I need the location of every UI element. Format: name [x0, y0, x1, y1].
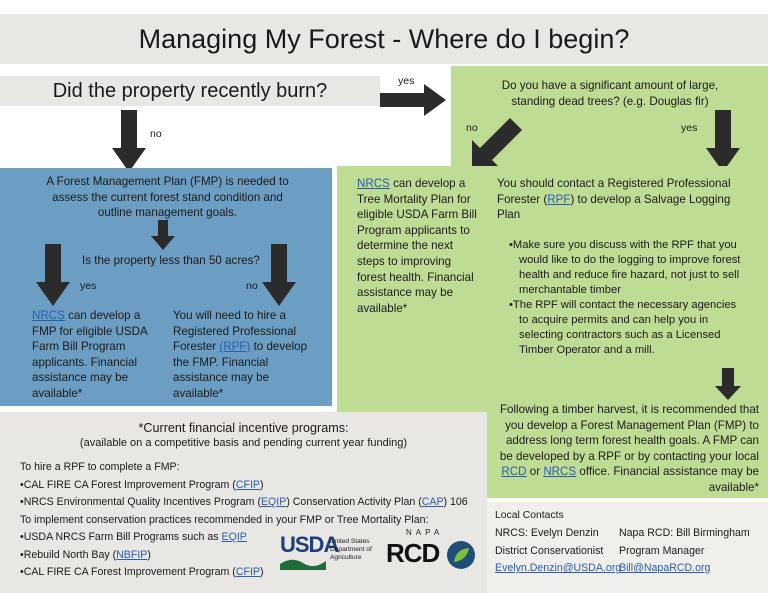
list-item — [20, 477, 480, 495]
arrow-down-icon — [36, 244, 70, 306]
cfip-link[interactable]: CFIP — [235, 478, 260, 491]
rpf-link[interactable]: RPF — [547, 192, 571, 206]
contact-name: NRCS: Evelyn Denzin — [495, 527, 599, 539]
salvage-contact-text — [497, 176, 752, 223]
contact-title: Program Manager — [619, 544, 705, 557]
bullet-item: •Make sure you discuss with the RPF that you would like to do the logging to improve forest health and reduce fire hazard, not just to sell merchantable timber — [509, 239, 741, 296]
arrow-down-icon — [706, 110, 740, 172]
rcd-email-link[interactable]: Bill@NapaRCD.org — [619, 562, 711, 574]
usda-line: United States — [330, 538, 370, 545]
usda-line: Agriculture — [330, 554, 362, 561]
cfip-link[interactable]: CFIP — [235, 566, 260, 578]
nrcs-link[interactable]: NRCS — [32, 309, 65, 322]
item-text: ) 106 — [443, 496, 468, 508]
harvest-post: office. Financial assistance may be available* — [579, 465, 759, 494]
usda-department-text — [330, 538, 372, 562]
rpf-link[interactable]: (RPF) — [219, 340, 251, 354]
arrow-right-icon — [380, 84, 448, 116]
arrow-down-icon — [151, 220, 175, 250]
salvage-bullets — [509, 238, 744, 358]
item-text: •Rebuild North Bay ( — [20, 548, 117, 561]
title-text: Managing My Forest - Where do I begin? — [138, 23, 630, 54]
usda-wave-icon — [280, 556, 326, 570]
rpf-fmp-text — [173, 308, 318, 402]
item-text: •CAL FIRE CA Forest Improvement Program ( — [20, 566, 236, 578]
burn-question-text: Did the property recently burn? — [52, 79, 328, 102]
item-text: •USDA NRCS Farm Bill Programs such as — [20, 531, 219, 543]
item-text: ) Conservation Activity Plan ( — [286, 496, 422, 508]
page-title — [0, 14, 768, 64]
tree-mortality-body: can develop a Tree Mortality Plan for eligible USDA Farm Bill Program applicants to determine the next steps to improving forest health. Financial assistance may be available* — [357, 177, 477, 315]
nrcs-fmp-text — [32, 308, 152, 402]
no-label-acres: no — [246, 280, 258, 292]
hire-heading: To hire a RPF to complete a FMP: — [20, 461, 180, 473]
napa-text: NAPA — [406, 528, 444, 537]
napa-rcd-logo — [386, 528, 478, 574]
salvage-contact-pre: You should contact a Registered Professional Forester ( — [497, 177, 731, 206]
bullet-item: •The RPF will contact the necessary agencies to acquire permits and can help you in selecting contractors such as a Licensed Timber Operator and a mill. — [509, 299, 737, 356]
burn-question — [0, 76, 380, 106]
contact-title: District Conservationist — [495, 544, 604, 557]
rcd-contact — [619, 525, 764, 578]
rpf-fmp-post: to develop the FMP. Financial assistance may be available* — [173, 340, 308, 400]
yes-label-dead-trees: yes — [681, 122, 698, 134]
item-text: ) — [259, 478, 264, 491]
arrow-down-icon — [715, 368, 741, 400]
contacts-heading: Local Contacts — [495, 510, 564, 521]
arrow-down-icon — [112, 110, 146, 172]
harvest-pre: Following a timber harvest, it is recommended that you develop a Forest Management Plan (FMP) to address long term forest health goals. A FMP can be developed by a RPF or by contacting your local — [499, 403, 759, 463]
local-contacts — [487, 502, 768, 593]
fmp-intro: A Forest Management Plan (FMP) is needed to assess the current forest stand condition and outline management goals. — [46, 175, 289, 220]
nbfip-link[interactable]: NBFIP — [116, 548, 148, 561]
incentives-subheading: (available on a competitive basis and pending current year funding) — [79, 437, 408, 449]
item-text: •NRCS Environmental Quality Incentives Program ( — [20, 496, 261, 508]
incentives-box — [0, 412, 487, 593]
leaf-icon — [446, 540, 476, 570]
contact-name: Napa RCD: Bill Birmingham — [619, 527, 750, 539]
item-text: •CAL FIRE CA Forest Improvement Program ( — [20, 478, 236, 491]
acres-question: Is the property less than 50 acres? — [82, 254, 260, 267]
nrcs-email-link[interactable]: Evelyn.Denzin@USDA.org — [495, 562, 622, 574]
item-text: ) — [259, 566, 264, 578]
implement-heading: To implement conservation practices recommended in your FMP or Tree Mortality Plan: — [20, 513, 429, 526]
rpf-fmp-pre: You will need to hire a Registered Professional Forester — [173, 309, 297, 354]
salvage-contact-post: ) to develop a Salvage Logging Plan — [497, 192, 731, 222]
tree-mortality-text — [357, 176, 482, 316]
usda-line: Department of — [330, 546, 372, 553]
nrcs-contact — [495, 525, 625, 578]
no-label-burn: no — [150, 128, 162, 140]
arrow-down-left-icon — [470, 118, 522, 170]
eqip-link[interactable]: EQIP — [221, 531, 247, 543]
rcd-text: RCD — [386, 538, 440, 568]
nrcs-link[interactable]: NRCS — [357, 177, 390, 190]
usda-wordmark: USDA — [280, 532, 339, 557]
harvest-mid: or — [529, 465, 541, 479]
yes-label-burn: yes — [398, 75, 415, 87]
usda-logo — [280, 532, 380, 572]
incentives-heading: *Current financial incentive programs: — [138, 421, 349, 435]
no-label-dead-trees: no — [466, 122, 478, 134]
item-text: ) — [147, 548, 151, 561]
harvest-text — [497, 402, 759, 496]
dead-trees-question: Do you have a significant amount of large, standing dead trees? (e.g. Douglas fir) — [501, 79, 719, 108]
arrow-down-icon — [262, 244, 296, 306]
rcd-link[interactable]: RCD — [501, 465, 527, 479]
list-item — [20, 494, 480, 512]
eqip-link[interactable]: EQIP — [260, 496, 287, 508]
yes-label-acres: yes — [80, 280, 97, 292]
cap-link[interactable]: CAP — [421, 496, 444, 508]
nrcs-fmp-body: can develop a FMP for eligible USDA Farm Bill Program applicants. Financial assistance may be available* — [32, 309, 148, 400]
nrcs-link[interactable]: NRCS — [543, 465, 577, 479]
fmp-box — [0, 168, 332, 406]
